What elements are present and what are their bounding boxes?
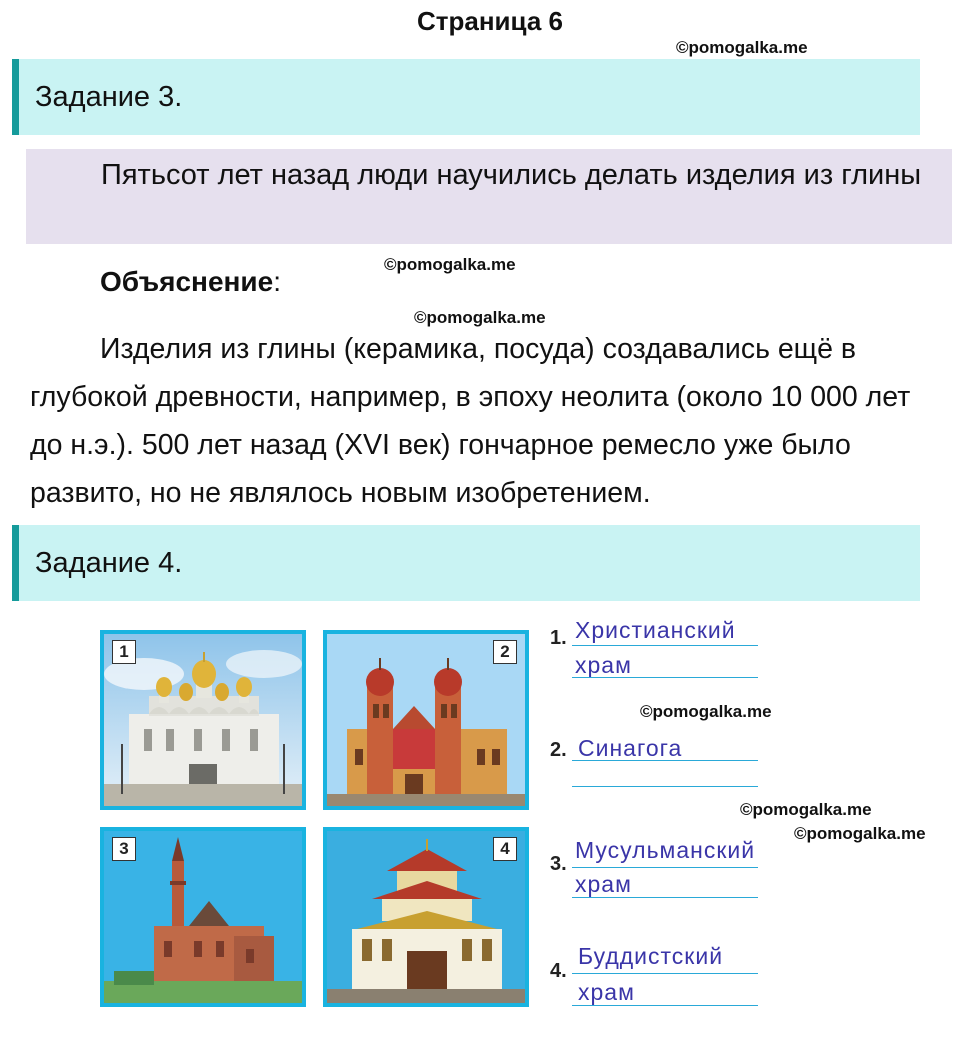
explanation-paragraph: Изделия из глины (керамика, посуда) создавались ещё в глубокой древности, например, в эпоху неолита (около 10 000 лет до н.э.). 500 лет назад (XVI век) гончарное ремесло уже было развито, но не являлось новым изобретением. [30, 333, 911, 509]
answer-line [572, 973, 758, 974]
answer-number: 1. [550, 627, 567, 649]
task-3-answer-box [26, 149, 952, 244]
buddhist-temple-photo [323, 827, 529, 1007]
watermark: ©pomogalka.me [740, 800, 872, 819]
answer-line [572, 645, 758, 646]
explanation-colon: : [273, 266, 281, 297]
answer-line [572, 867, 758, 868]
answer-line [572, 786, 758, 787]
watermark: ©pomogalka.me [414, 308, 546, 327]
answer-number: 3. [550, 853, 567, 875]
answer-1-line1: Христианский [575, 617, 736, 643]
photo-number: 3 [112, 837, 136, 861]
task-3-answer: Пятьсот лет назад люди научились делать изделия из глины [101, 159, 922, 191]
answer-4-line1: Буддистский [578, 943, 724, 969]
watermark: ©pomogalka.me [794, 824, 926, 843]
answer-number: 2. [550, 739, 567, 761]
photo-number: 4 [493, 837, 517, 861]
answer-number: 4. [550, 960, 567, 982]
answer-1-line2: храм [575, 652, 632, 678]
explanation-label [100, 266, 281, 298]
task-4-header [12, 525, 920, 601]
religious-buildings-figure [100, 615, 780, 1015]
explanation-text [30, 325, 950, 517]
photo-number: 2 [493, 640, 517, 664]
task-3-title: Задание 3. [35, 81, 183, 113]
page-title: Страница 6 [417, 6, 563, 36]
answer-3-line2: храм [575, 871, 632, 897]
watermark: ©pomogalka.me [676, 38, 808, 57]
answer-line [572, 760, 758, 761]
task-3-header [12, 59, 920, 135]
answer-3-line1: Мусульманский [575, 837, 756, 863]
answer-line [572, 897, 758, 898]
cathedral-photo [100, 630, 306, 810]
watermark: ©pomogalka.me [640, 702, 772, 721]
answer-line [572, 677, 758, 678]
answer-2-line1: Синагога [578, 735, 683, 761]
answer-4-line2: храм [578, 979, 635, 1005]
watermark: ©pomogalka.me [384, 255, 516, 274]
answer-line [572, 1005, 758, 1006]
explanation-label-text: Объяснение [100, 266, 274, 297]
mosque-photo [100, 827, 306, 1007]
task-4-title: Задание 4. [35, 547, 183, 579]
synagogue-photo [323, 630, 529, 810]
photo-number: 1 [112, 640, 136, 664]
